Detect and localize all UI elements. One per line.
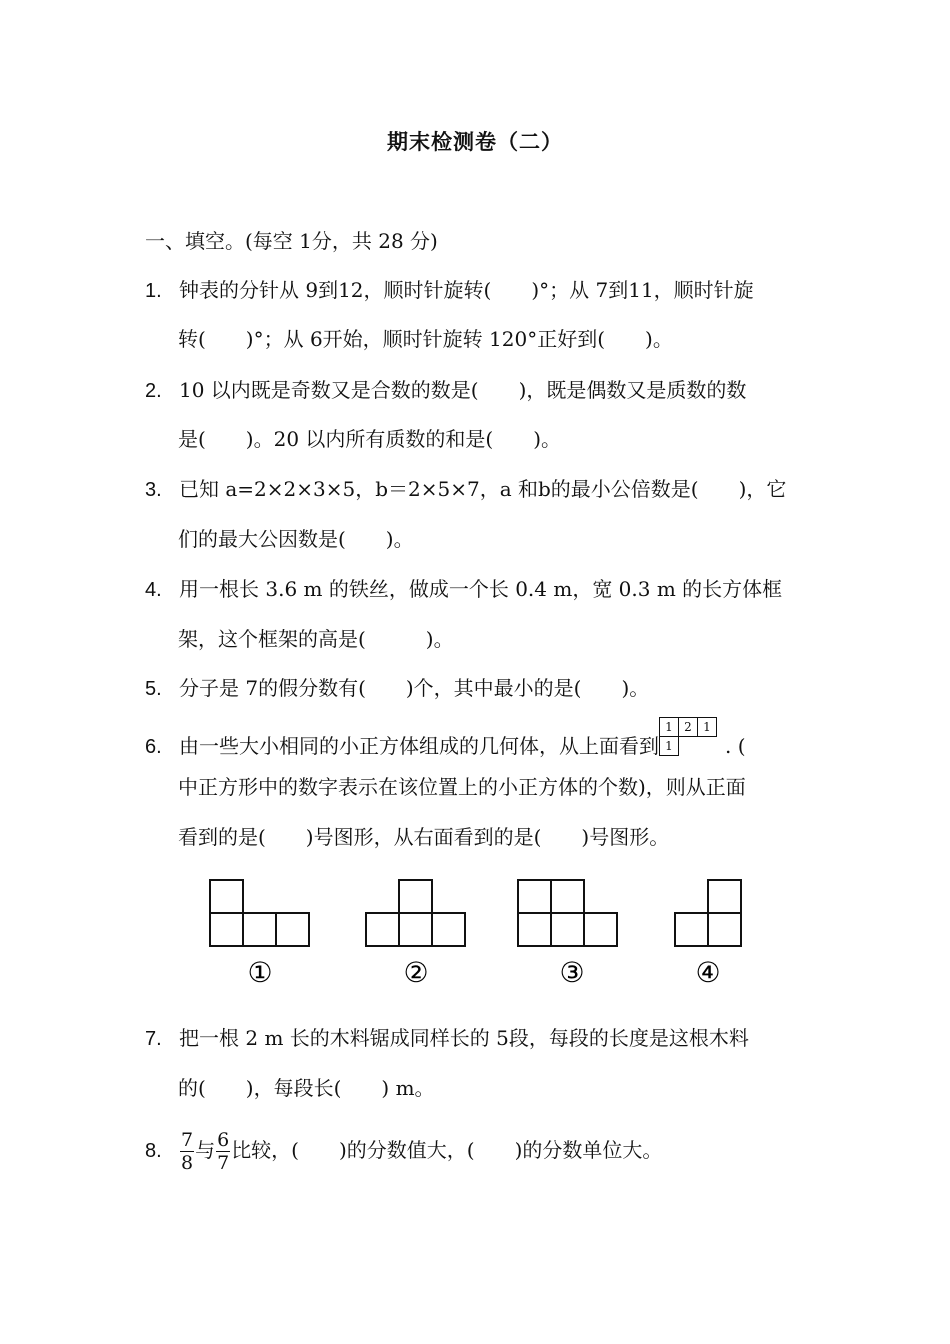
question-6 (145, 720, 746, 762)
question-3-cont: 们的最大公因数是( )。 (178, 527, 414, 551)
denominator: 7 (217, 1152, 230, 1174)
question-text: 把一根 2 m 长的木料锯成同样长的 5段，每段的长度是这根木料 (179, 1026, 749, 1050)
question-number: 8. (145, 1140, 162, 1162)
top-view-cell: 2 (678, 717, 698, 737)
question-7-cont: 的( )，每段长( ) m。 (178, 1076, 435, 1100)
question-text: 比较，( )的分数值大，( )的分数单位大。 (231, 1138, 663, 1162)
figure-1 (210, 880, 309, 946)
figure-options (200, 872, 760, 992)
section-heading: 一、填空。(每空 1分，共 28 分) (145, 229, 438, 253)
figure-label-1: ① (247, 956, 273, 989)
figure-2 (366, 880, 465, 946)
question-4-cont: 架，这个框架的高是( )。 (178, 627, 454, 651)
top-view-cell: 1 (659, 736, 679, 756)
question-number: 4. (145, 579, 162, 601)
question-number: 7. (145, 1028, 162, 1050)
question-number: 5. (145, 678, 162, 700)
question-6-cont: 看到的是( )号图形，从右面看到的是( )号图形。 (178, 825, 670, 849)
connector-text: 与 (195, 1138, 216, 1162)
question-text: 用一根长 3.6 m 的铁丝，做成一个长 0.4 m，宽 0.3 m 的长方体框 (179, 577, 783, 601)
numerator: 6 (217, 1129, 230, 1151)
denominator: 8 (181, 1152, 194, 1174)
question-number: 6. (145, 736, 162, 758)
question-2-cont: 是( )。20 以内所有质数的和是( )。 (178, 427, 562, 451)
question-4 (145, 574, 782, 605)
question-number: 3. (145, 479, 162, 501)
question-3 (145, 474, 786, 505)
question-text: 钟表的分针从 9到12，顺时针旋转( )°；从 7到11，顺时针旋 (179, 278, 754, 302)
figure-label-3: ③ (559, 956, 585, 989)
fraction-7-8 (180, 1129, 194, 1174)
question-text: 分子是 7的假分数有( )个，其中最小的是( )。 (179, 676, 650, 700)
question-8 (145, 1126, 662, 1175)
fraction-6-7 (216, 1129, 230, 1174)
question-text: 已知 a=2×2×3×5，b＝2×5×7，a 和b的最小公倍数是( )，它 (179, 477, 787, 501)
top-view-cell: 1 (659, 717, 679, 737)
question-6-cont: 中正方形中的数字表示在该位置上的小正方体的个数)，则从正面 (178, 775, 746, 799)
question-7 (145, 1023, 749, 1054)
question-text: 由一些大小相同的小正方体组成的几何体，从上面看到 (179, 734, 659, 758)
question-text: 10 以内既是奇数又是合数的数是( )，既是偶数又是质数的数 (179, 378, 747, 402)
question-1-cont: 转( )°；从 6开始，顺时针旋转 120°正好到( )。 (178, 327, 673, 351)
figure-label-4: ④ (695, 956, 721, 989)
figure-label-2: ② (403, 956, 429, 989)
question-number: 2. (145, 380, 162, 402)
numerator: 7 (181, 1129, 194, 1151)
page-title: 期末检测卷（二） (387, 129, 563, 154)
figure-4 (675, 880, 741, 946)
top-view-cell: 1 (697, 717, 717, 737)
question-2 (145, 375, 746, 406)
top-view-grid (659, 717, 719, 757)
figure-3 (518, 880, 617, 946)
question-text-tail: . ( (725, 734, 746, 758)
question-5 (145, 673, 649, 704)
question-number: 1. (145, 280, 162, 302)
question-1 (145, 275, 754, 306)
